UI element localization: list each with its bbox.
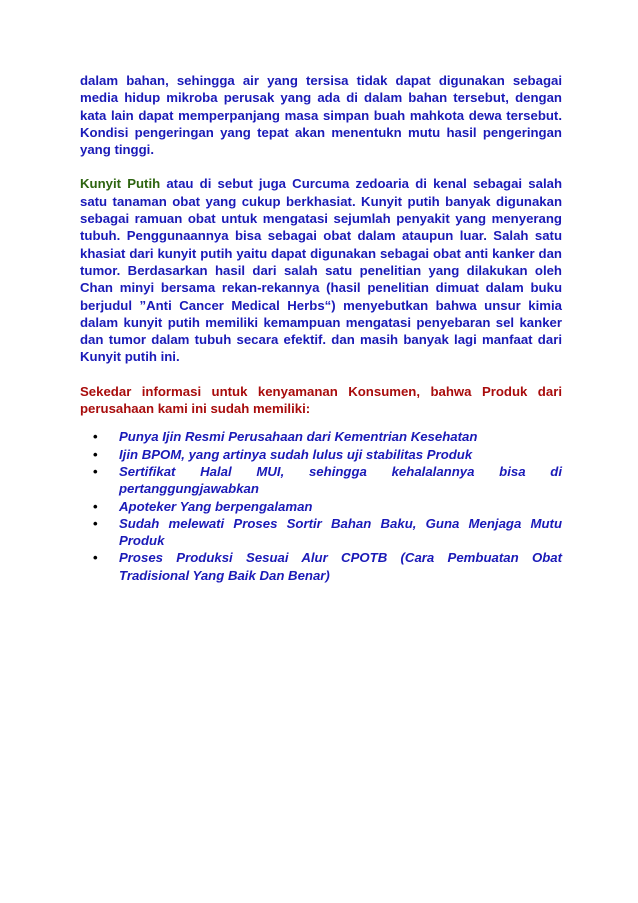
feature-text: Apoteker Yang berpengalaman: [119, 498, 313, 514]
bullet-icon: •: [93, 550, 98, 566]
list-item: [80, 515, 562, 550]
kunyit-putih-lead: Kunyit Putih: [80, 176, 161, 192]
feature-text: Proses Produksi Sesuai Alur CPOTB (Cara Pembuatan Obat Tradisional Yang Baik Dan Benar): [119, 550, 562, 583]
list-item: [80, 498, 562, 515]
feature-text: Ijin BPOM, yang artinya sudah lulus uji stabilitas Produk: [119, 446, 473, 462]
feature-list: [80, 428, 562, 584]
bullet-icon: •: [93, 446, 98, 462]
paragraph-kunyit-putih: [80, 175, 562, 365]
kunyit-putih-body: atau di sebut juga Curcuma zedoaria di kenal sebagai salah satu tanaman obat yang cukup berkhasiat. Kunyit putih banyak digunakan sebagai ramuan obat untuk mengatasi sejumlah penyakit yang menyerang tubuh. Penggunaannya bisa sebagai obat dalam ataupun luar. Salah satu khasiat dari kunyit putih yaitu dapat digunakan sebagai obat anti kanker dan tumor. Berdasarkan hasil dari salah satu penelitian yang dilakukan oleh Chan minyi bersama rekan-rekannya (hasil penelitian dimuat dalam buku berjudul ”Anti Cancer Medical Herbs“) menyebutkan bahwa unsur kimia dalam kunyit putih memiliki kemampuan mengatasi penyebaran sel kanker dan tumor dalam tubuh secara efektif. dan masih banyak lagi manfaat dari Kunyit putih ini.: [80, 176, 562, 365]
paragraph-product-info: Sekedar informasi untuk kenyamanan Konsumen, bahwa Produk dari perusahaan kami ini sudah memiliki:: [80, 383, 562, 417]
list-item: [80, 446, 562, 463]
paragraph-spacer: [80, 158, 562, 175]
feature-text: Sertifikat Halal MUI, sehingga kehalalannya bisa di pertanggungjawabkan: [119, 463, 562, 497]
bullet-icon: •: [93, 429, 98, 445]
bullet-icon: •: [93, 515, 98, 531]
list-item: [80, 463, 562, 498]
paragraph-spacer: [80, 366, 562, 383]
document-page: [80, 72, 562, 584]
paragraph-drying: dalam bahan, sehingga air yang tersisa tidak dapat digunakan sebagai media hidup mikroba perusak yang ada di dalam bahan tersebut, dengan kata lain dapat memperpanjang masa simpan buah mahkota dewa tersebut. Kondisi pengeringan yang tepat akan menentukn mutu hasil pengeringan yang tinggi.: [80, 73, 562, 158]
list-item: [80, 428, 562, 445]
bullet-icon: •: [93, 498, 98, 514]
feature-text: Punya Ijin Resmi Perusahaan dari Kementrian Kesehatan: [119, 429, 478, 445]
list-item: [80, 549, 562, 584]
bullet-icon: •: [93, 463, 98, 479]
feature-text: Sudah melewati Proses Sortir Bahan Baku, Guna Menjaga Mutu Produk: [119, 515, 562, 549]
